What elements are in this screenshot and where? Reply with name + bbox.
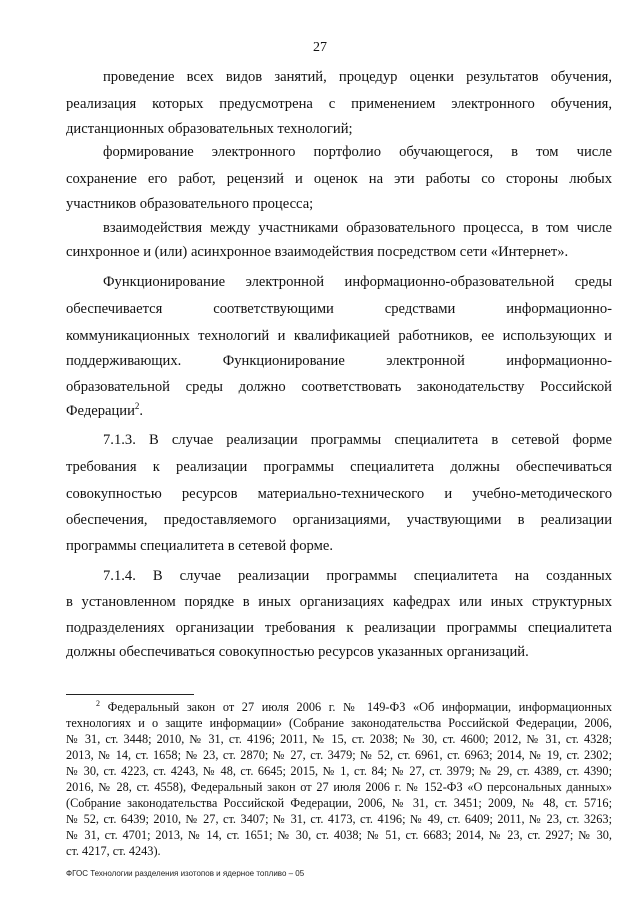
body-line: проведение всех видов занятий, процедур оценки результатов обучения, — [103, 69, 612, 85]
page-number: 27 — [313, 40, 327, 55]
footnote-marker: 2 — [96, 698, 100, 708]
body-line: коммуникационных технологий и квалификацией работников, ее использующих и — [66, 328, 612, 344]
body-line: поддерживающих. Функционирование электронной информационно- — [66, 353, 612, 369]
footnote-reference: 2 — [134, 401, 140, 412]
body-line-text: Федерации — [66, 403, 135, 419]
footnote-line: 2016, № 28, ст. 4558), Федеральный закон от 27 июля 2006 г. № 152-ФЗ «О персональных данных» — [66, 780, 612, 794]
body-line: совокупностью ресурсов материально-технического и учебно-методического — [66, 486, 612, 502]
body-line: взаимодействия между участниками образовательного процесса, в том числе — [103, 220, 612, 236]
body-line: подразделениях организации требования к реализации программы специалитета — [66, 620, 612, 636]
body-line-with-footnote: Федерации$^2$. — [66, 401, 144, 419]
footnote-line: № 31, ст. 4701; 2013, № 14, ст. 1651; № 30, ст. 4038; № 51, ст. 6683; 2014, № 23, ст. 2927; № 30, — [66, 828, 612, 842]
footnote-line: № 30, ст. 4223, ст. 4243, № 48, ст. 6645; 2015, № 1, ст. 84; № 27, ст. 3979; № 29, ст. 4389, ст. 4390; — [66, 764, 612, 778]
body-line: реализация которых предусмотрена с применением электронного обучения, — [66, 96, 612, 112]
body-line: обеспечивается соответствующими средствами информационно- — [66, 301, 612, 317]
body-line: синхронное и (или) асинхронное взаимодействия посредством сети «Интернет». — [66, 244, 569, 260]
footnote-line: № 31, ст. 3448; 2010, № 31, ст. 4196; 2011, № 15, ст. 2038; № 30, ст. 4600; 2012, № 31, ст. 4328; — [66, 732, 612, 746]
body-line: дистанционных образовательных технологий; — [66, 121, 353, 137]
body-line: Функционирование электронной информационно-образовательной среды — [103, 274, 612, 290]
footnote-line — [96, 700, 612, 715]
footnote-separator — [66, 694, 194, 695]
footnote-line: технологиях и о защите информации» (Собрание законодательства Российской Федерации, 2006, — [66, 716, 612, 730]
body-line: участников образовательного процесса; — [66, 196, 314, 212]
footnote-text: Федеральный закон от 27 июля 2006 г. № 149-ФЗ «Об информации, информационных — [107, 700, 612, 714]
body-line: сохранение его работ, рецензий и оценок на эти работы со стороны любых — [66, 171, 612, 187]
footnote-line: 2013, № 14, ст. 1658; № 23, ст. 2870; № 27, ст. 3479; № 52, ст. 6961, ст. 6963; 2014, № 19, ст. 2302; — [66, 748, 612, 762]
body-line: в установленном порядке в иных организациях кафедрах или иных структурных — [66, 594, 612, 610]
footnote-line: ст. 4217, ст. 4243). — [66, 844, 161, 858]
body-line: 7.1.4. В случае реализации программы специалитета на созданных — [103, 568, 612, 584]
body-line: обеспечения, предоставляемого организациями, участвующими в реализации — [66, 512, 612, 528]
document-footer: ФГОС Технологии разделения изотопов и ядерное топливо – 05 — [66, 869, 305, 878]
body-line: программы специалитета в сетевой форме. — [66, 538, 333, 554]
body-line: образовательной среды должно соответствовать законодательству Российской — [66, 379, 612, 395]
footnote-line: (Собрание законодательства Российской Федерации, 2006, № 31, ст. 3451; 2009, № 48, ст. 5716; — [66, 796, 612, 810]
body-line: должны обеспечиваться совокупностью ресурсов указанных организаций. — [66, 644, 529, 660]
footnote-line: № 52, ст. 6439; 2010, № 27, ст. 3407; № 31, ст. 4173, ст. 4196; № 49, ст. 6409; 2011, № 23, ст. 3263; — [66, 812, 612, 826]
body-line: 7.1.3. В случае реализации программы специалитета в сетевой форме — [103, 432, 612, 448]
body-line: требования к реализации программы специалитета должны обеспечиваться — [66, 459, 612, 475]
body-line: формирование электронного портфолио обучающегося, в том числе — [103, 144, 612, 160]
